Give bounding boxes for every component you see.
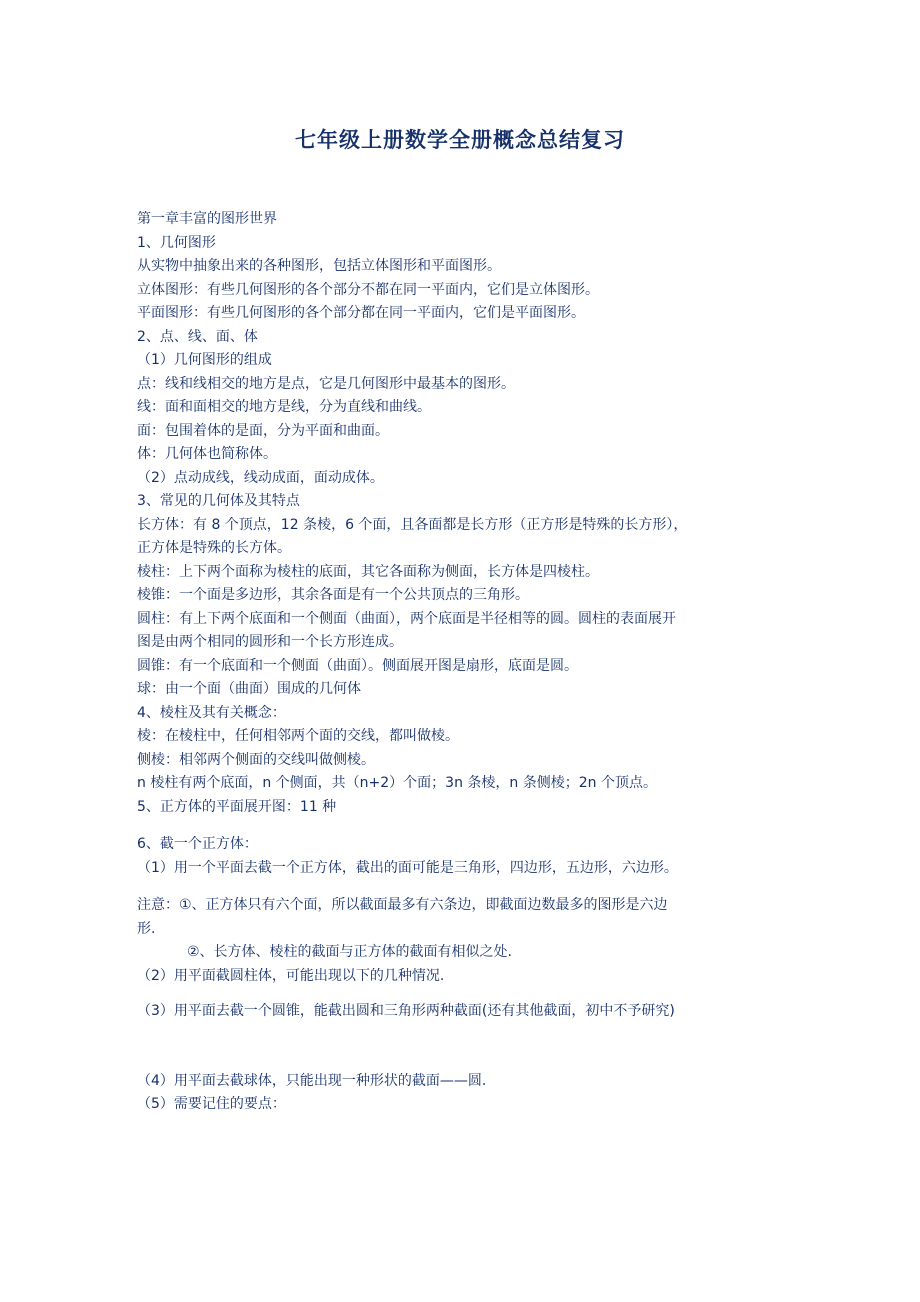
document-body [137, 208, 787, 1117]
paragraph-line: 棱：在棱柱中，任何相邻两个面的交线，都叫做棱。 [137, 728, 459, 744]
paragraph-line: 棱锥：一个面是多边形，其余各面是有一个公共顶点的三角形。 [137, 587, 529, 603]
paragraph-line: （5）需要记住的要点： [137, 1096, 286, 1112]
paragraph-line: 立体图形：有些几何图形的各个部分不都在同一平面内，它们是立体图形。 [137, 281, 599, 298]
note-line: 注意：①、正方体只有六个面，所以截面最多有六条边，即截面边数最多的图形是六边 [137, 897, 668, 913]
paragraph-line: （3）用平面去截一个圆锥，能截出圆和三角形两种截面(还有其他截面，初中不予研究) [137, 1003, 675, 1019]
paragraph-line: （4）用平面去截球体，只能出现一种形状的截面——圆. [137, 1072, 487, 1089]
paragraph-line: 棱柱：上下两个面称为棱柱的底面，其它各面称为侧面，长方体是四棱柱。 [137, 563, 599, 580]
paragraph-line: 从实物中抽象出来的各种图形，包括立体图形和平面图形。 [137, 258, 501, 274]
section-heading: 3、常见的几何体及其特点 [137, 493, 300, 509]
paragraph-line: （2）用平面截圆柱体，可能出现以下的几种情况. [137, 967, 445, 984]
paragraph-line: 圆锥：有一个底面和一个侧面（曲面）。侧面展开图是扇形，底面是圆。 [137, 657, 578, 674]
subsection-heading: （1）几何图形的组成 [137, 352, 272, 368]
section-heading: 2、点、线、面、体 [137, 328, 258, 345]
paragraph-line: 体：几何体也简称体。 [137, 446, 277, 462]
paragraph-line: 正方体是特殊的长方体。 [137, 540, 291, 556]
paragraph-line: 平面图形：有些几何图形的各个部分都在同一平面内，它们是平面图形。 [137, 305, 585, 321]
chapter-heading: 第一章丰富的图形世界 [137, 211, 277, 227]
paragraph-line: 圆柱：有上下两个底面和一个侧面（曲面），两个底面是半径相等的圆。圆柱的表面展开 [137, 610, 676, 627]
paragraph-line: 点：线和线相交的地方是点，它是几何图形中最基本的图形。 [137, 375, 515, 392]
spacer [137, 880, 787, 894]
note-line: 形. [137, 920, 156, 937]
paragraph-line: 侧棱：相邻两个侧面的交线叫做侧棱。 [137, 751, 375, 768]
paragraph-line: 球：由一个面（曲面）围成的几何体 [137, 681, 361, 697]
spacer [137, 1024, 787, 1070]
note-line: ②、长方体、棱柱的截面与正方体的截面有相似之处. [187, 944, 512, 960]
section-heading: 1、几何图形 [137, 234, 216, 251]
paragraph-line: 图是由两个相同的圆形和一个长方形连成。 [137, 634, 403, 650]
document-title: 七年级上册数学全册概念总结复习 [295, 128, 625, 152]
paragraph-line: （1）用一个平面去截一个正方体，截出的面可能是三角形，四边形，五边形，六边形。 [137, 859, 678, 876]
paragraph-line: 线：面和面相交的地方是线，分为直线和曲线。 [137, 399, 431, 415]
paragraph-line: n 棱柱有两个底面，n 个侧面，共（n+2）个面；3n 条棱，n 条侧棱；2n 个顶点。 [137, 775, 657, 791]
paragraph-line: 面：包围着体的是面，分为平面和曲面。 [137, 422, 389, 439]
paragraph-line: 长方体：有 8 个顶点，12 条棱，6 个面，且各面都是长方形（正方形是特殊的长方形）， [137, 516, 688, 533]
paragraph-line: （2）点动成线，线动成面，面动成体。 [137, 469, 384, 486]
spacer [137, 988, 787, 1000]
section-heading: 4、棱柱及其有关概念： [137, 704, 286, 721]
section-heading: 5、正方体的平面展开图：11 种 [137, 798, 337, 815]
section-heading: 6、截一个正方体： [137, 836, 258, 852]
spacer [137, 819, 787, 833]
